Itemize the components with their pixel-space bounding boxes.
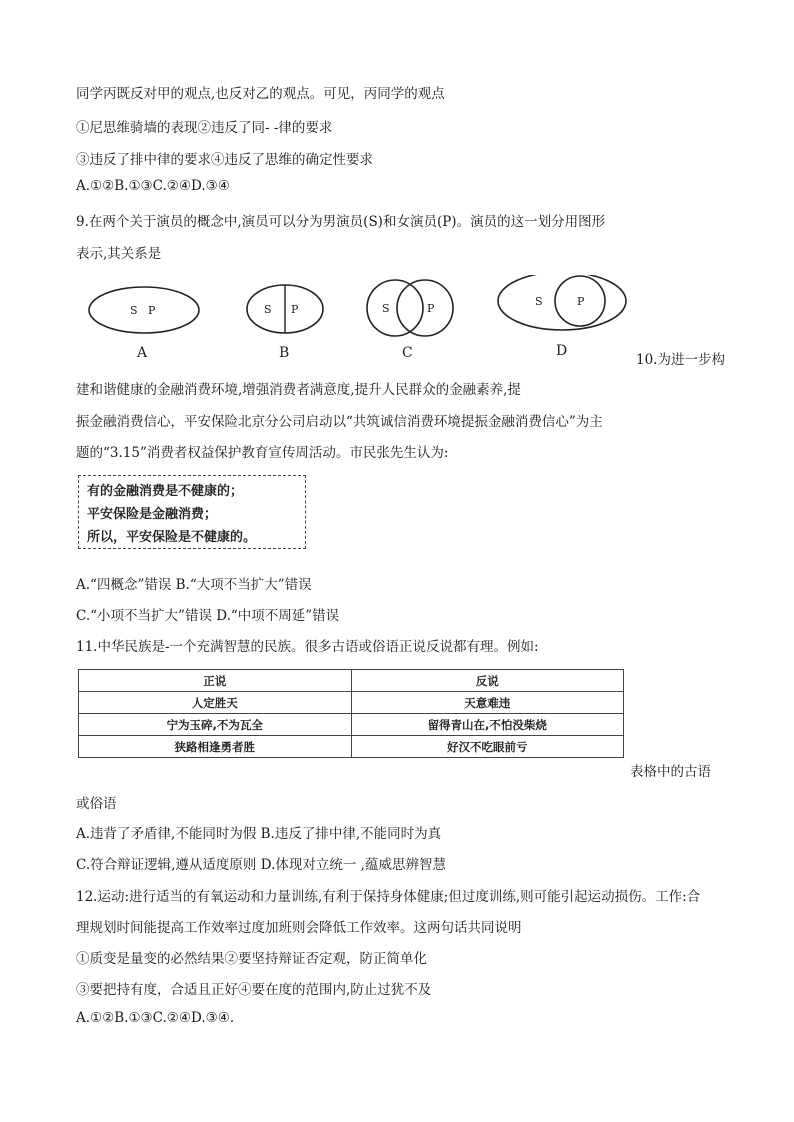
diagram-a (89, 287, 199, 361)
diagram-b (247, 285, 323, 361)
diagram-b-p: P (291, 303, 299, 316)
q8-stem-text: 同学丙既反对甲的观点,也反对乙的观点。可见，丙同学的观点 (76, 86, 445, 102)
q10-options-a-b: A.“四概念”错误 B.“大项不当扩大”错误 (76, 577, 312, 593)
diagram-a-label: A (137, 345, 148, 361)
syllogism-box (78, 475, 306, 549)
q11-options-c-d: C.符合辩证逻辑,遵从适度原则 D.体现对立统一 ,蕴威思辨智慧 (76, 857, 446, 873)
q8-options: A.①②B.①③C.②④D.③④ (76, 178, 230, 194)
q12-statement-3-4: ③要把持有度，合适且正好④要在度的范围内,防止过犹不及 (76, 982, 432, 998)
q12-stem-line-2: 理规划时间能提高工作效率过度加班则会降低工作效率。这两句话共同说明 (76, 920, 522, 936)
diagram-d-label: D (556, 343, 568, 359)
diagram-b-s: S (264, 303, 272, 316)
table-header-row (79, 670, 624, 692)
q8-statement-1-2: ①尼思维骑墙的表现②违反了同- -律的要求 (76, 120, 333, 136)
table-header-cell: 反说 (351, 670, 624, 692)
diagram-d-s: S (535, 295, 543, 308)
q11-stem: 11.中华民族是-一个充满智慧的民族。很多古语或俗语正说反说都有理。例如: (76, 639, 539, 655)
q9-stem-line-1: 9.在两个关于演员的概念中,演员可以分为男演员(S)和女演员(P)。演员的这一划分用图形 (76, 214, 606, 230)
q9-stem-line-2: 表示,其关系是 (76, 246, 162, 262)
q10-options-c-d: C.“小项不当扩大”错误 D.“中项不周延”错误 (76, 608, 340, 624)
q8-statement-3-4: ③违反了排中律的要求④违反了思维的确定性要求 (76, 152, 373, 168)
diagram-d (498, 275, 626, 359)
table-cell: 留得青山在,不怕没柴烧 (351, 714, 624, 736)
q12-statement-1-2: ①质变是量变的必然结果②要坚持辩证否定观，防正简单化 (76, 951, 427, 967)
q12-stem-line-1: 12.运动:进行适当的有氧运动和力量训练,有利于保持身体健康;但过度训练,则可能引起运动损伤。工作:合 (76, 889, 701, 905)
table-header-cell: 正说 (79, 670, 352, 692)
diagram-a-p: P (148, 304, 156, 317)
diagram-a-s: S (130, 304, 138, 317)
q10-stem-line-1: 建和谐健康的金融消费环境,增强消费者满意度,提升人民群众的金融素养,提 (76, 382, 521, 398)
syllogism-minor-premise: 平安保险是金融消费； (87, 507, 218, 522)
diagram-c-p: P (427, 302, 435, 315)
q9-venn-diagrams (80, 275, 640, 365)
q12-options: A.①②B.①③C.②④D.③④. (76, 1010, 235, 1026)
table-row (79, 714, 624, 736)
table-row (79, 692, 624, 714)
q10-stem-start: 10.为进一步构 (636, 352, 725, 368)
table-cell: 天意难违 (351, 692, 624, 714)
diagram-d-p: P (577, 295, 585, 308)
diagram-b-label: B (279, 345, 290, 361)
q11-after-table-text-2: 或俗语 (76, 796, 117, 812)
syllogism-conclusion: 所以，平安保险是不健康的。 (87, 530, 257, 545)
diagram-c (367, 280, 453, 361)
table-row (79, 736, 624, 758)
table-cell: 人定胜天 (79, 692, 352, 714)
proverb-table (78, 669, 624, 758)
q10-stem-line-3: 题的“3.15”消费者权益保护教育宣传周活动。市民张先生认为: (76, 445, 449, 461)
table-cell: 好汉不吃眼前亏 (351, 736, 624, 758)
q11-options-a-b: A.违背了矛盾律,不能同时为假 B.违反了排中律,不能同时为真 (76, 826, 442, 842)
q10-stem-line-2: 振金融消费信心，平安保险北京分公司启动以“共筑诚信消费环境提振金融消费信心”为主 (76, 414, 603, 430)
table-cell: 狭路相逢勇者胜 (79, 736, 352, 758)
q11-after-table-text: 表格中的古语 (630, 764, 711, 780)
diagram-c-s: S (382, 302, 390, 315)
syllogism-major-premise: 有的金融消费是不健康的； (87, 484, 244, 499)
diagram-c-label: C (402, 345, 413, 361)
table-cell: 宁为玉碎,不为瓦全 (79, 714, 352, 736)
